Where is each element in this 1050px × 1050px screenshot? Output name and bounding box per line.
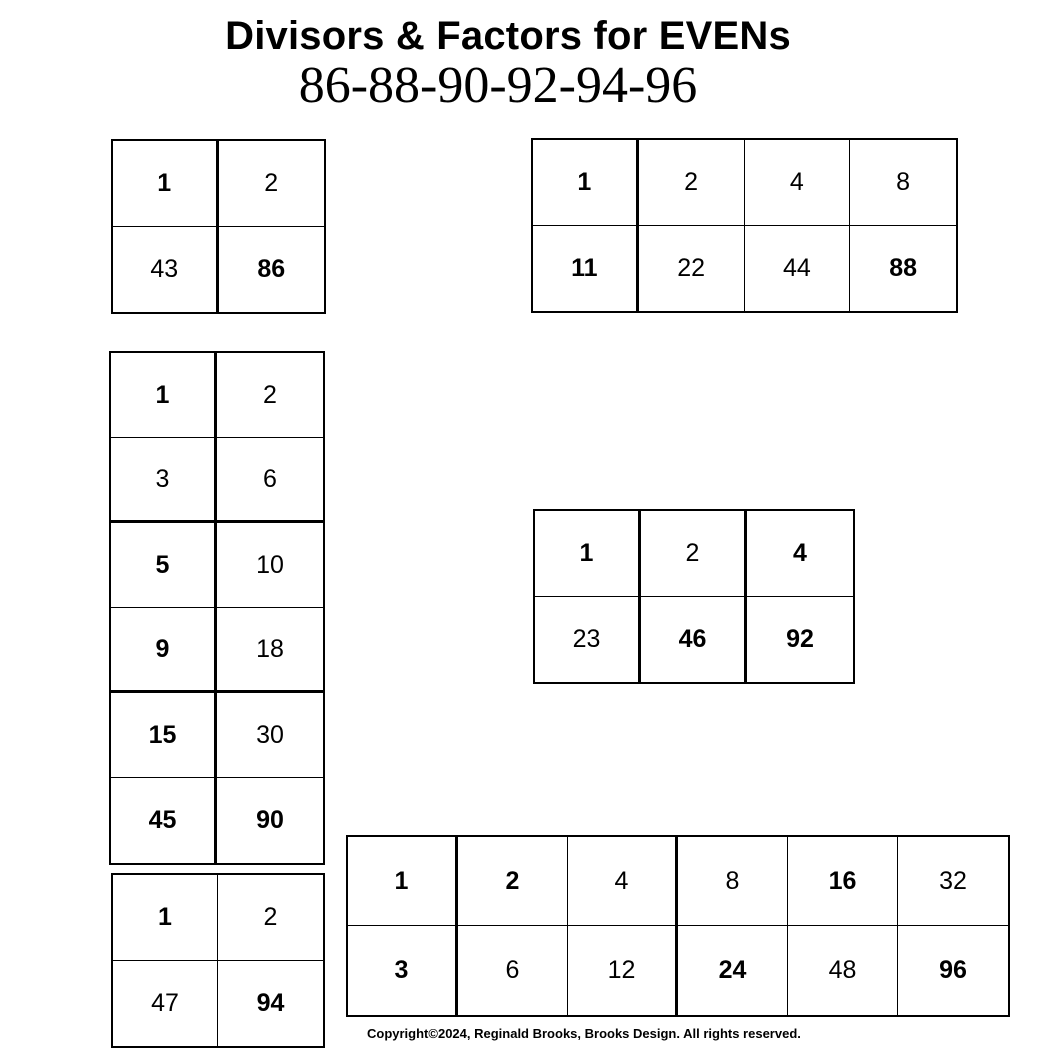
factor-cell: 10 <box>217 523 323 608</box>
factor-cell: 9 <box>111 608 217 693</box>
factor-cell: 1 <box>348 837 458 926</box>
factor-cell: 24 <box>678 926 788 1015</box>
factor-cell: 11 <box>533 226 639 312</box>
factor-cell: 5 <box>111 523 217 608</box>
factor-grid-92 <box>533 509 855 684</box>
factor-cell: 2 <box>217 353 323 438</box>
factor-cell: 23 <box>535 597 641 683</box>
factor-cell: 12 <box>568 926 678 1015</box>
page-subtitle: 86-88-90-92-94-96 <box>298 57 698 114</box>
factor-cell: 48 <box>788 926 898 1015</box>
factor-cell: 46 <box>641 597 747 683</box>
factor-cell: 3 <box>111 438 217 523</box>
factor-cell: 43 <box>113 227 219 313</box>
page-title: Divisors & Factors for EVENs <box>225 14 791 58</box>
factor-cell: 1 <box>113 141 219 227</box>
factor-cell: 1 <box>111 353 217 438</box>
factor-grid-88 <box>531 138 958 313</box>
factor-cell: 88 <box>889 253 918 282</box>
factor-cell: 96 <box>939 956 967 984</box>
factor-cell: 2 <box>641 511 747 597</box>
factor-cell: 2 <box>219 141 325 227</box>
factor-grid-90 <box>109 351 325 865</box>
factor-cell: 86 <box>257 254 286 283</box>
factor-cell: 4 <box>747 511 853 597</box>
factor-cell: 94 <box>256 988 285 1017</box>
factor-cell: 8 <box>678 837 788 926</box>
factor-cell: 45 <box>111 778 217 863</box>
factor-cell: 30 <box>217 693 323 778</box>
factor-cell: 1 <box>533 140 639 226</box>
factor-cell: 4 <box>568 837 678 926</box>
factor-grid-94 <box>111 873 325 1048</box>
copyright-notice: Copyright©2024, Reginald Brooks, Brooks Design. All rights reserved. <box>367 1026 801 1041</box>
factor-cell: 44 <box>745 226 851 312</box>
factor-cell: 32 <box>898 837 1008 926</box>
factor-grid-86 <box>111 139 326 314</box>
factor-cell: 22 <box>639 226 745 312</box>
factor-cell: 6 <box>458 926 568 1015</box>
factor-cell: 2 <box>218 875 323 961</box>
factor-cell: 92 <box>786 624 814 653</box>
factor-cell: 47 <box>113 961 218 1047</box>
factor-cell: 6 <box>217 438 323 523</box>
factor-cell: 4 <box>745 140 851 226</box>
factor-cell: 2 <box>639 140 745 226</box>
factor-cell: 8 <box>850 140 956 226</box>
factor-cell: 90 <box>256 806 284 834</box>
factor-cell: 16 <box>788 837 898 926</box>
factor-cell: 2 <box>458 837 568 926</box>
factor-cell: 1 <box>113 875 218 961</box>
factor-cell: 3 <box>348 926 458 1015</box>
factor-grid-96 <box>346 835 1010 1017</box>
factor-cell: 15 <box>111 693 217 778</box>
factor-cell: 18 <box>217 608 323 693</box>
factor-cell: 1 <box>535 511 641 597</box>
